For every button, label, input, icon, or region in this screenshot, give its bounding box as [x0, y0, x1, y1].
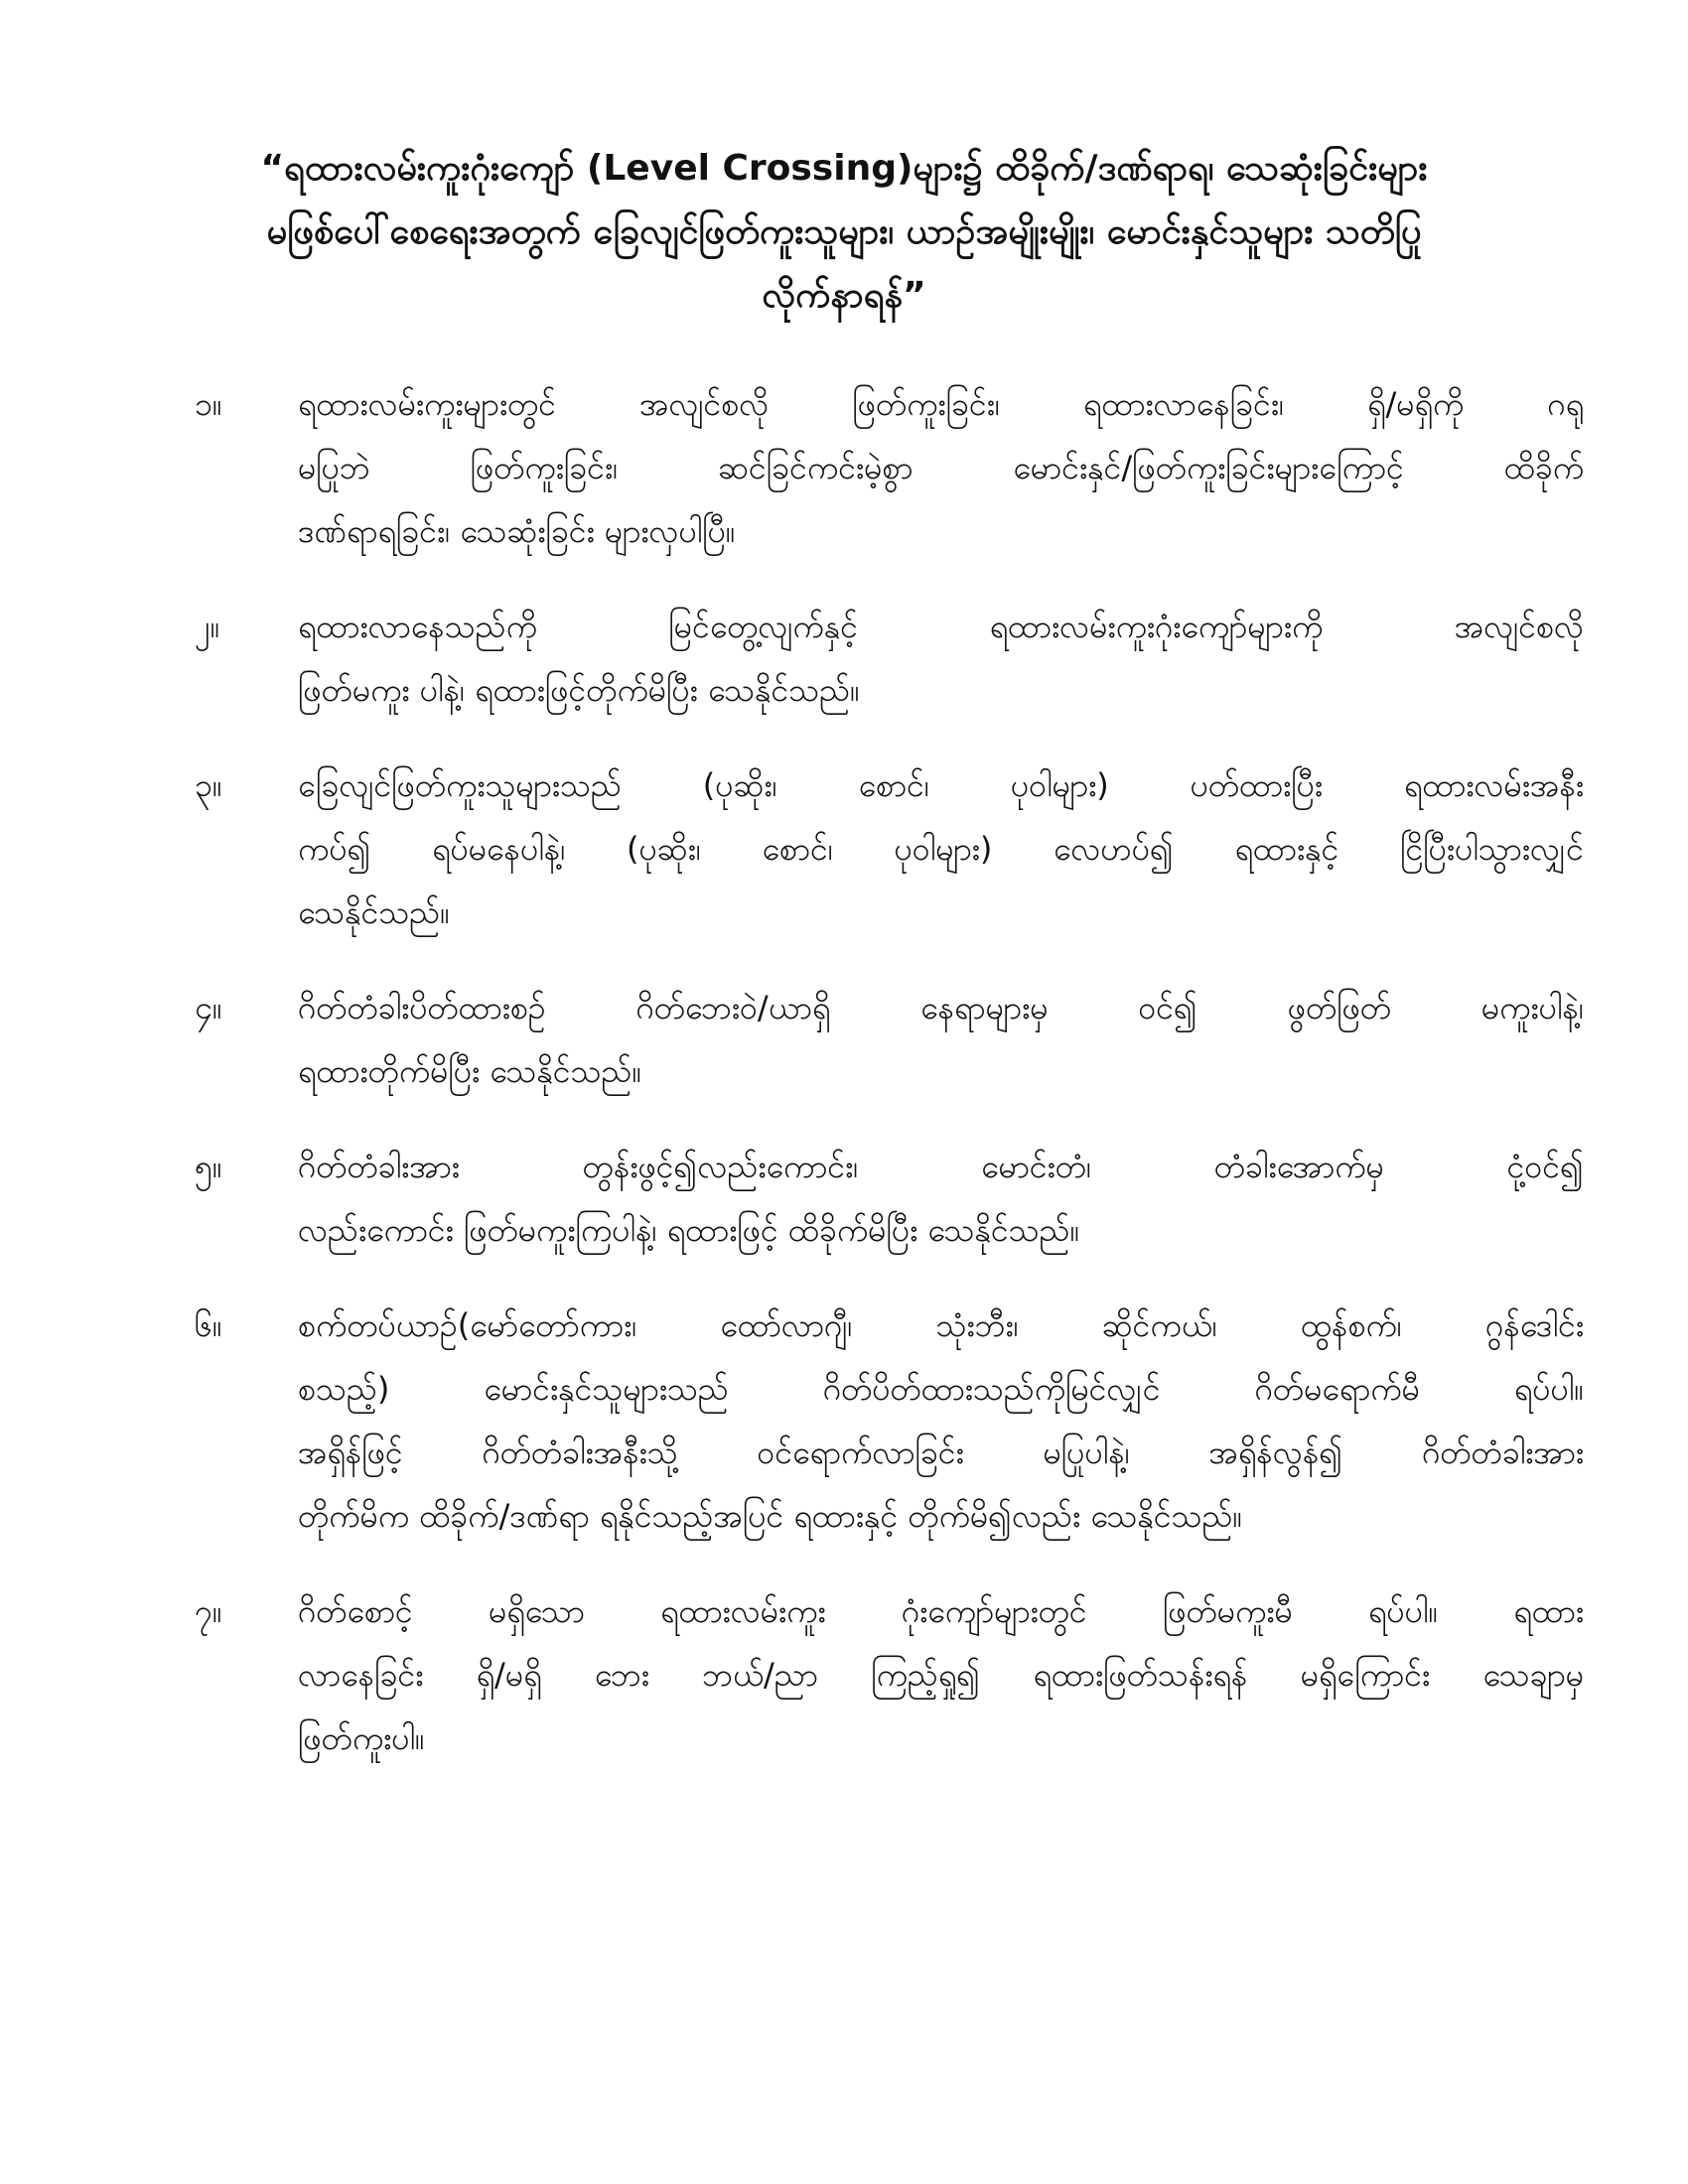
item-line: လာနေခြင်း ရှိ/မရှိ ဘေး ဘယ်/ညာ ကြည့်ရှု၍ ရထားဖြတ်သန်းရန် မရှိကြောင်း သေချာမှ [298, 1656, 1584, 1694]
item-line: စသည့်) မောင်းနှင်သူများသည် ဂိတ်ပိတ်ထားသည်ကိုမြင်လျှင် ဂိတ်မရောက်မီ ရပ်ပါ။ [298, 1370, 1584, 1408]
item-line: ကပ်၍ ရပ်မနေပါနဲ့၊ (ပုဆိုး၊ စောင်၊ ပုဝါများ) လေဟပ်၍ ရထားနှင့် ငြိပြီးပါသွားလျှင် [298, 830, 1584, 868]
item-line: ဖြတ်မကူး ပါနဲ့၊ ရထားဖြင့်တိုက်မိပြီး သေနိုင်သည်။ [298, 671, 860, 709]
item-line: ဖြတ်ကူးပါ။ [298, 1719, 425, 1757]
item-line: တိုက်မိက ထိခိုက်/ဒဏ်ရာ ရနိုင်သည့်အပြင် ရထားနှင့် တိုက်မိ၍လည်း သေနိုင်သည်။ [298, 1497, 1243, 1535]
guideline-item [0, 1294, 1688, 1548]
item-text [298, 1294, 1584, 1548]
title-line: “ရထားလမ်းကူးဂုံးကျော် (Level Crossing)များ၌ ထိခိုက်/ဒဏ်ရာရ၊ သေဆုံးခြင်းများ [260, 148, 1428, 189]
item-line: သေနိုင်သည်။ [298, 893, 450, 931]
item-text [298, 595, 1584, 722]
item-number: ၅။ [195, 1148, 222, 1185]
guideline-item [0, 1135, 1688, 1262]
item-text [298, 976, 1584, 1103]
item-number: ၂။ [195, 608, 220, 645]
title-line: မဖြစ်ပေါ်စေရေးအတွက် ခြေလျင်ဖြတ်ကူးသူများ၊ ယာဉ်အမျိုးမျိုး၊ မောင်းနှင်သူများ သတိပြု [266, 211, 1422, 252]
guideline-item [0, 372, 1688, 563]
title-line: လိုက်နာရန်” [762, 275, 926, 316]
item-number: ၃။ [195, 766, 222, 804]
item-text [298, 753, 1584, 944]
guideline-item [0, 1579, 1688, 1770]
item-line: မပြုဘဲ ဖြတ်ကူးခြင်း၊ ဆင်ခြင်ကင်းမဲ့စွာ မောင်းနှင်/ဖြတ်ကူးခြင်းများကြောင့် ထိခိုက် [298, 449, 1584, 486]
item-line: စက်တပ်ယာဉ်(မော်တော်ကား၊ ထော်လာဂျီ၊ သုံးဘီး၊ ဆိုင်ကယ်၊ ထွန်စက်၊ ဂွန်ဒေါင်း [298, 1306, 1584, 1344]
item-number: ၆။ [195, 1306, 222, 1344]
item-line: ခြေလျင်ဖြတ်ကူးသူများသည် (ပုဆိုး၊ စောင်၊ ပုဝါများ) ပတ်ထားပြီး ရထားလမ်းအနီး [298, 766, 1584, 804]
item-text [298, 372, 1584, 563]
guideline-list [0, 372, 1688, 1802]
item-line: ရထားတိုက်မိပြီး သေနိုင်သည်။ [298, 1052, 642, 1090]
item-number: ၄။ [195, 989, 222, 1026]
guideline-item [0, 595, 1688, 722]
item-text [298, 1135, 1584, 1262]
guideline-item [0, 976, 1688, 1103]
item-line: လည်းကောင်း ဖြတ်မကူးကြပါနဲ့၊ ရထားဖြင့် ထိခိုက်မိပြီး သေနိုင်သည်။ [298, 1211, 1080, 1249]
item-line: ဂိတ်တံခါးပိတ်ထားစဉ် ဂိတ်ဘေးဝဲ/ယာရှိ နေရာများမှ ဝင်၍ ဖွတ်ဖြတ် မကူးပါနဲ့၊ [298, 989, 1584, 1026]
item-line: ရထားလမ်းကူးများတွင် အလျင်စလို ဖြတ်ကူးခြင်း၊ ရထားလာနေခြင်း၊ ရှိ/မရှိကို ဂရု [298, 385, 1584, 423]
item-line: ဂိတ်စောင့် မရှိသော ရထားလမ်းကူး ဂုံးကျော်များတွင် ဖြတ်မကူးမီ ရပ်ပါ။ ရထား [298, 1592, 1584, 1630]
item-line: ရထားလာနေသည်ကို မြင်တွေ့လျက်နှင့် ရထားလမ်းကူးဂုံးကျော်များကို အလျင်စလို [298, 608, 1584, 645]
item-text [298, 1579, 1584, 1770]
item-number: ၇။ [195, 1592, 222, 1630]
document-title [199, 137, 1489, 328]
guideline-item [0, 753, 1688, 944]
item-number: ၁။ [195, 385, 222, 423]
item-line: အရှိန်ဖြင့် ဂိတ်တံခါးအနီးသို့ ဝင်ရောက်လာခြင်း မပြုပါနဲ့၊ အရှိန်လွန်၍ ဂိတ်တံခါးအား [298, 1433, 1584, 1471]
item-line: ဂိတ်တံခါးအား တွန်းဖွင့်၍လည်းကောင်း၊ မောင်းတံ၊ တံခါးအောက်မှ ငုံ့ဝင်၍ [298, 1148, 1584, 1185]
item-line: ဒဏ်ရာရခြင်း၊ သေဆုံးခြင်း များလှပါပြီ။ [298, 512, 736, 550]
